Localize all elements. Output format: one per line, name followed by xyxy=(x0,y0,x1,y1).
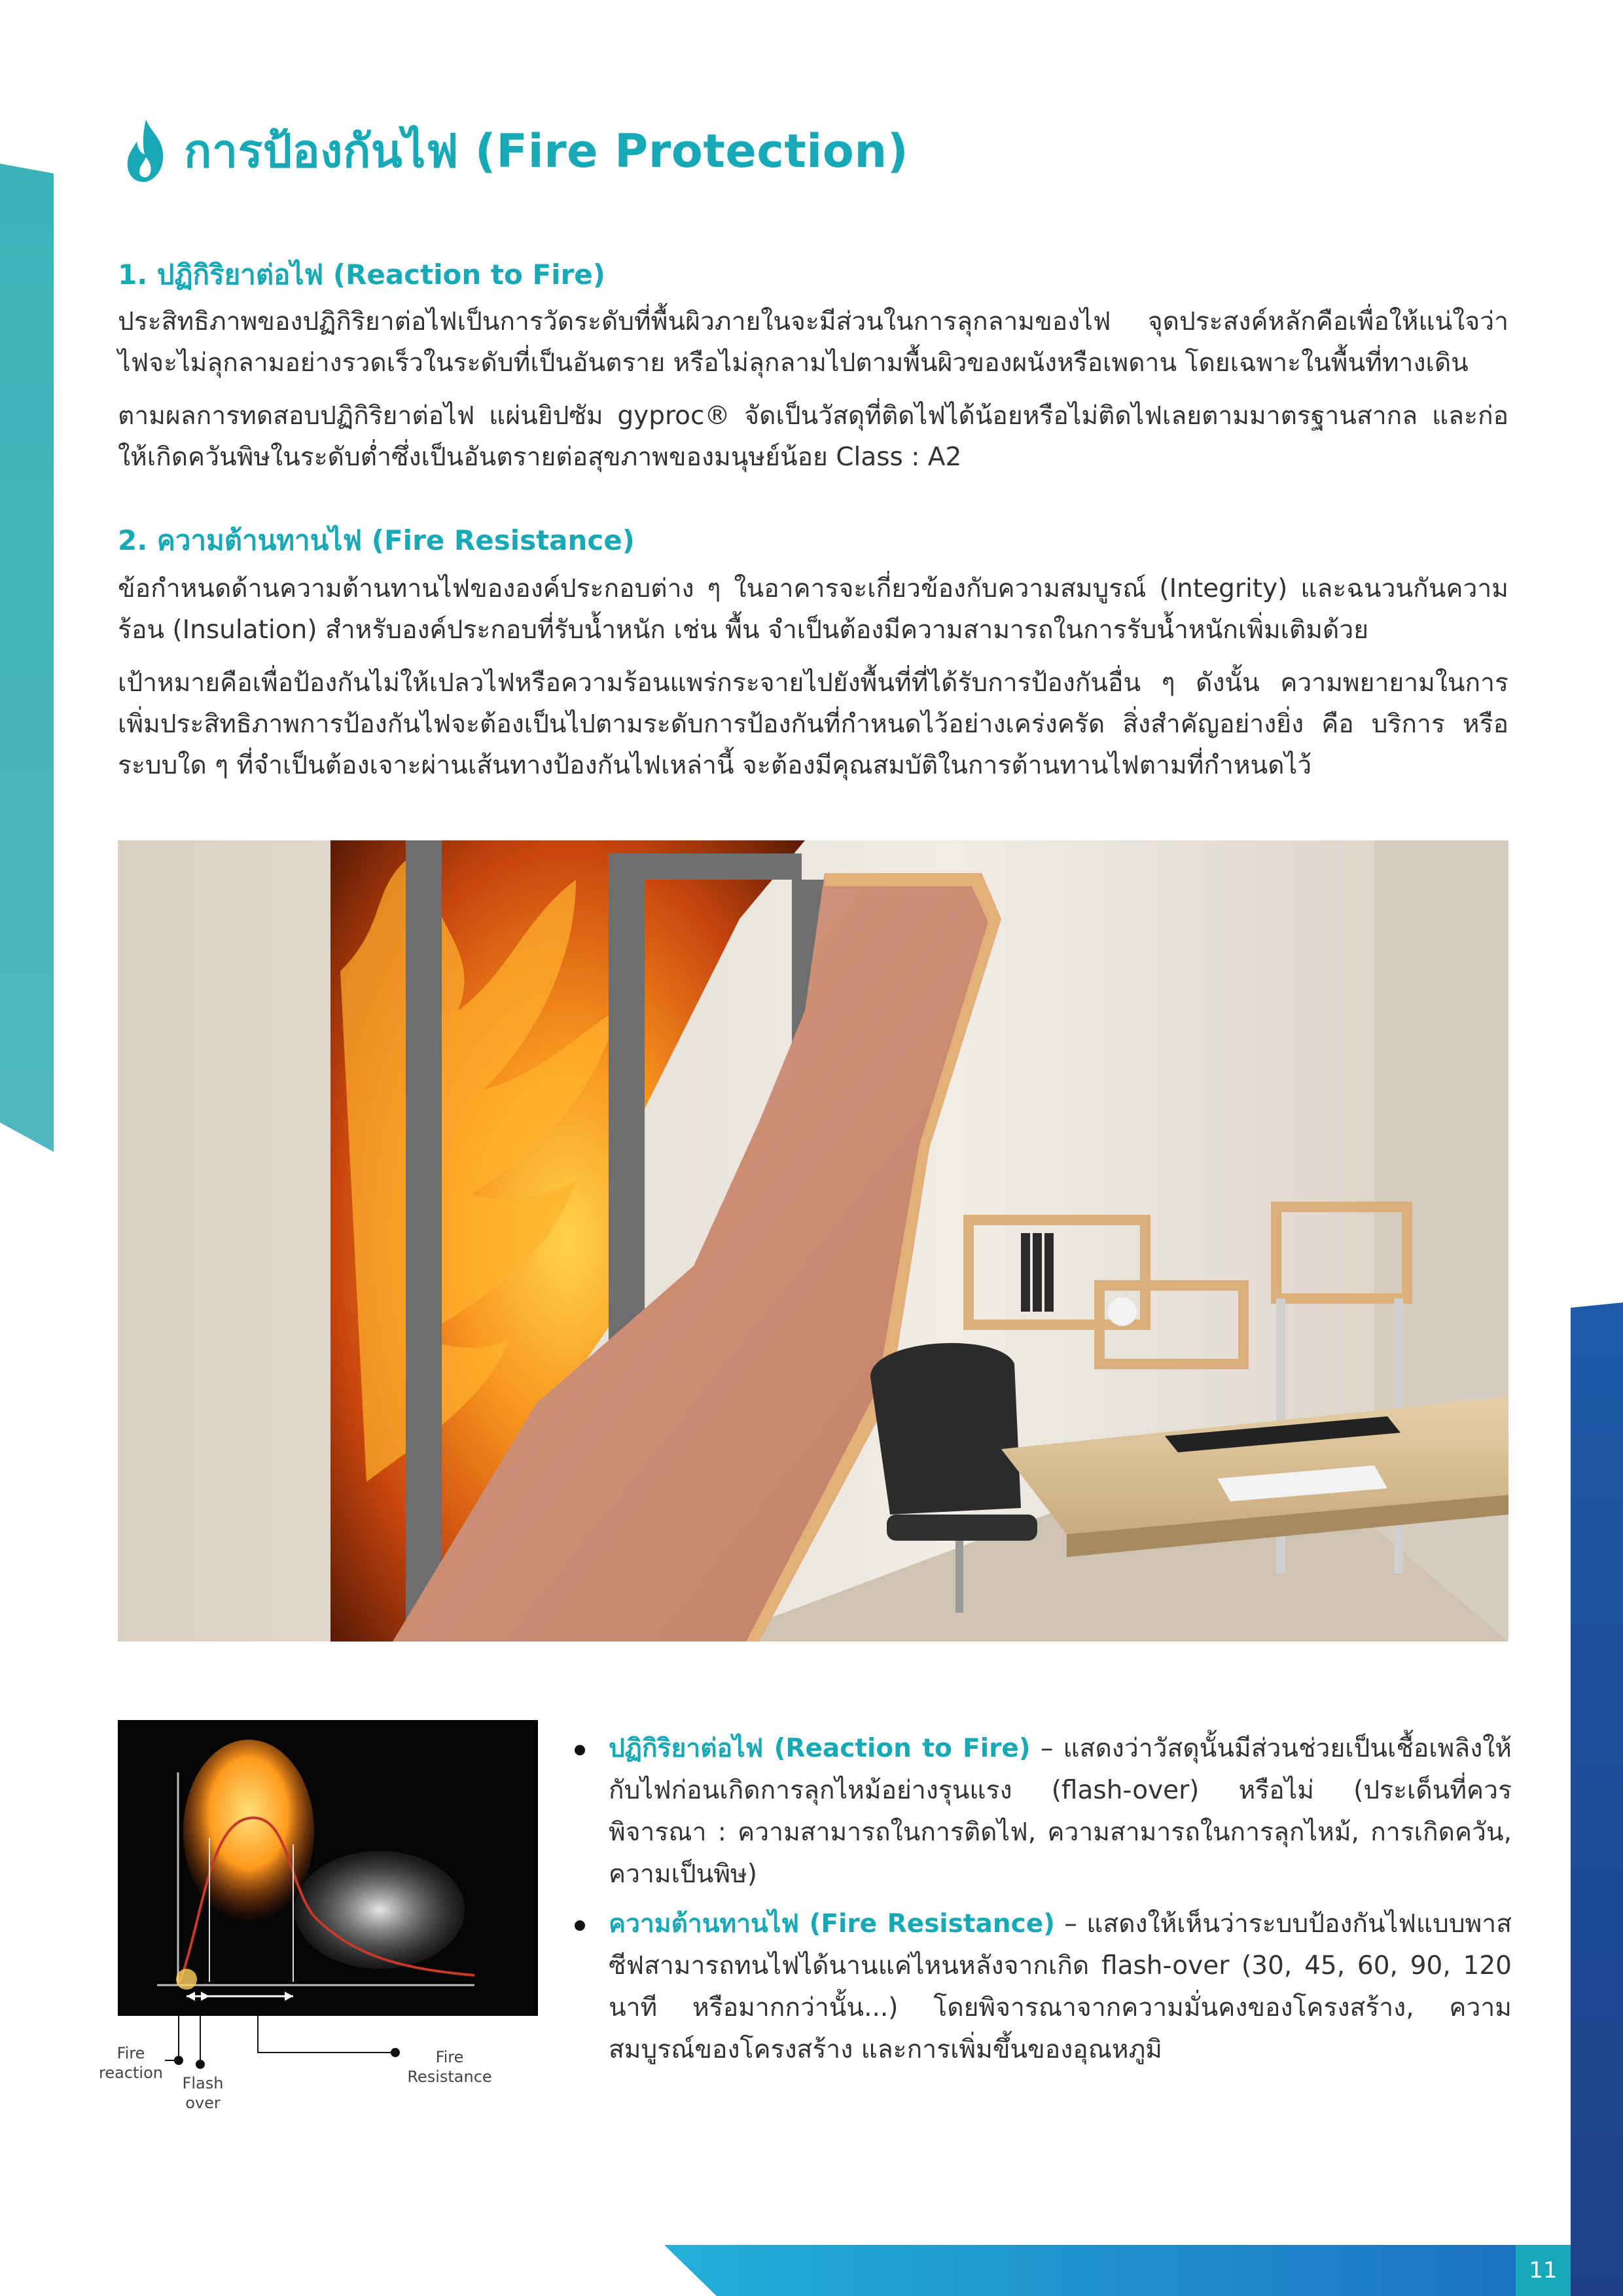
bullet-text: – แสดงว่าวัสดุนั้นมีส่วนช่วยเป็นเชื้อเพลิงให้กับไฟก่อนเกิดการลุกไหม้อย่างรุนแรง (flash-over) หรือไม่ (ประเด็นที่ควรพิจารณา : ความสามารถในการติดไฟ, ความสามารถในการลุกไหม้, การเกิดควัน, ความเป็นพิษ) xyxy=(609,1734,1512,1889)
bullet-reaction-to-fire xyxy=(569,1728,1512,1895)
bullet-heading: ความต้านทานไฟ (Fire Resistance) xyxy=(609,1909,1055,1939)
bullet-fire-resistance xyxy=(569,1903,1512,2071)
page-title-row xyxy=(121,115,908,187)
fire-wall-illustration xyxy=(118,840,1508,1641)
fire-curve-diagram xyxy=(98,1720,538,2112)
section2-paragraph-2: เป้าหมายคือเพื่อป้องกันไม่ให้เปลวไฟหรือความร้อนแพร่กระจายไปยังพื้นที่ที่ได้รับการป้องกันอื่น ๆ ดังนั้น ความพยายามในการเพิ่มประสิทธิภาพการป้องกันไฟจะต้องเป็นไปตามระดับการป้องกันที่กำหนดไว้อย่างเคร่งครัด สิ่งสำคัญอย่างยิ่ง คือ บริการ หรือระบบใด ๆ ที่จำเป็นต้องเจาะผ่านเส้นทางป้องกันไฟเหล่านี้ จะต้องมีคุณสมบัติในการต้านทานไฟตามที่กำหนดไว้ xyxy=(118,668,1508,780)
section1-paragraph-1: ประสิทธิภาพของปฏิกิริยาต่อไฟเป็นการวัดระดับที่พื้นผิวภายในจะมีส่วนในการลุกลามของไฟ จุดประสงค์หลักคือเพื่อให้แน่ใจว่าไฟจะไม่ลุกลามอย่างรวดเร็วในระดับที่เป็นอันตราย หรือไม่ลุกลามไปตามพื้นผิวของผนังหรือเพดาน โดยเฉพาะในพื้นที่ทางเดิน xyxy=(118,307,1508,378)
page-number: 11 xyxy=(1516,2245,1571,2296)
footer-band xyxy=(664,2245,1571,2296)
section-heading-reaction: 1. ปฏิกิริยาต่อไฟ (Reaction to Fire) xyxy=(118,259,605,291)
label-flash-over: Flash over xyxy=(182,2074,224,2112)
left-accent-band xyxy=(0,164,54,1152)
bullet-text: – แสดงให้เห็นว่าระบบป้องกันไฟแบบพาสซีฟสามารถทนไฟได้นานแค่ไหนหลังจากเกิด flash-over (30, 45, 60, 90, 120 นาที หรือมากกว่านั้น...) โดยพิจารณาจากความมั่นคงของโครงสร้าง, ความสมบูรณ์ของโครงสร้าง และการเพิ่มขึ้นของอุณหภูมิ xyxy=(609,1909,1512,2064)
section1-paragraph-2: ตามผลการทดสอบปฏิกิริยาต่อไฟ แผ่นยิปซัม gyproc® จัดเป็นวัสดุที่ติดไฟได้น้อยหรือไม่ติดไฟเลยตามมาตรฐานสากล และก่อให้เกิดควันพิษในระดับต่ำซึ่งเป็นอันตรายต่อสุขภาพของมนุษย์น้อย Class : A2 xyxy=(118,401,1508,472)
label-fire-reaction: Fire reaction xyxy=(99,2044,163,2082)
label-fire-resistance: Fire Resistance xyxy=(407,2048,492,2086)
flame-icon xyxy=(121,118,171,183)
right-accent-band xyxy=(1571,1302,1623,2296)
bullet-heading: ปฏิกิริยาต่อไฟ (Reaction to Fire) xyxy=(609,1734,1031,1763)
definition-list xyxy=(569,1728,1512,2079)
page-title: การป้องกันไฟ (Fire Protection) xyxy=(184,124,909,178)
section-heading-resistance: 2. ความต้านทานไฟ (Fire Resistance) xyxy=(118,524,635,556)
section2-paragraph-1: ข้อกำหนดด้านความต้านทานไฟขององค์ประกอบต่าง ๆ ในอาคารจะเกี่ยวข้องกับความสมบูรณ์ (Integrity) และฉนวนกันความร้อน (Insulation) สำหรับองค์ประกอบที่รับน้ำหนัก เช่น พื้น จำเป็นต้องมีความสามารถในการรับน้ำหนักเพิ่มเติมด้วย xyxy=(118,574,1508,645)
fire-curve-graphic xyxy=(118,1720,538,2016)
